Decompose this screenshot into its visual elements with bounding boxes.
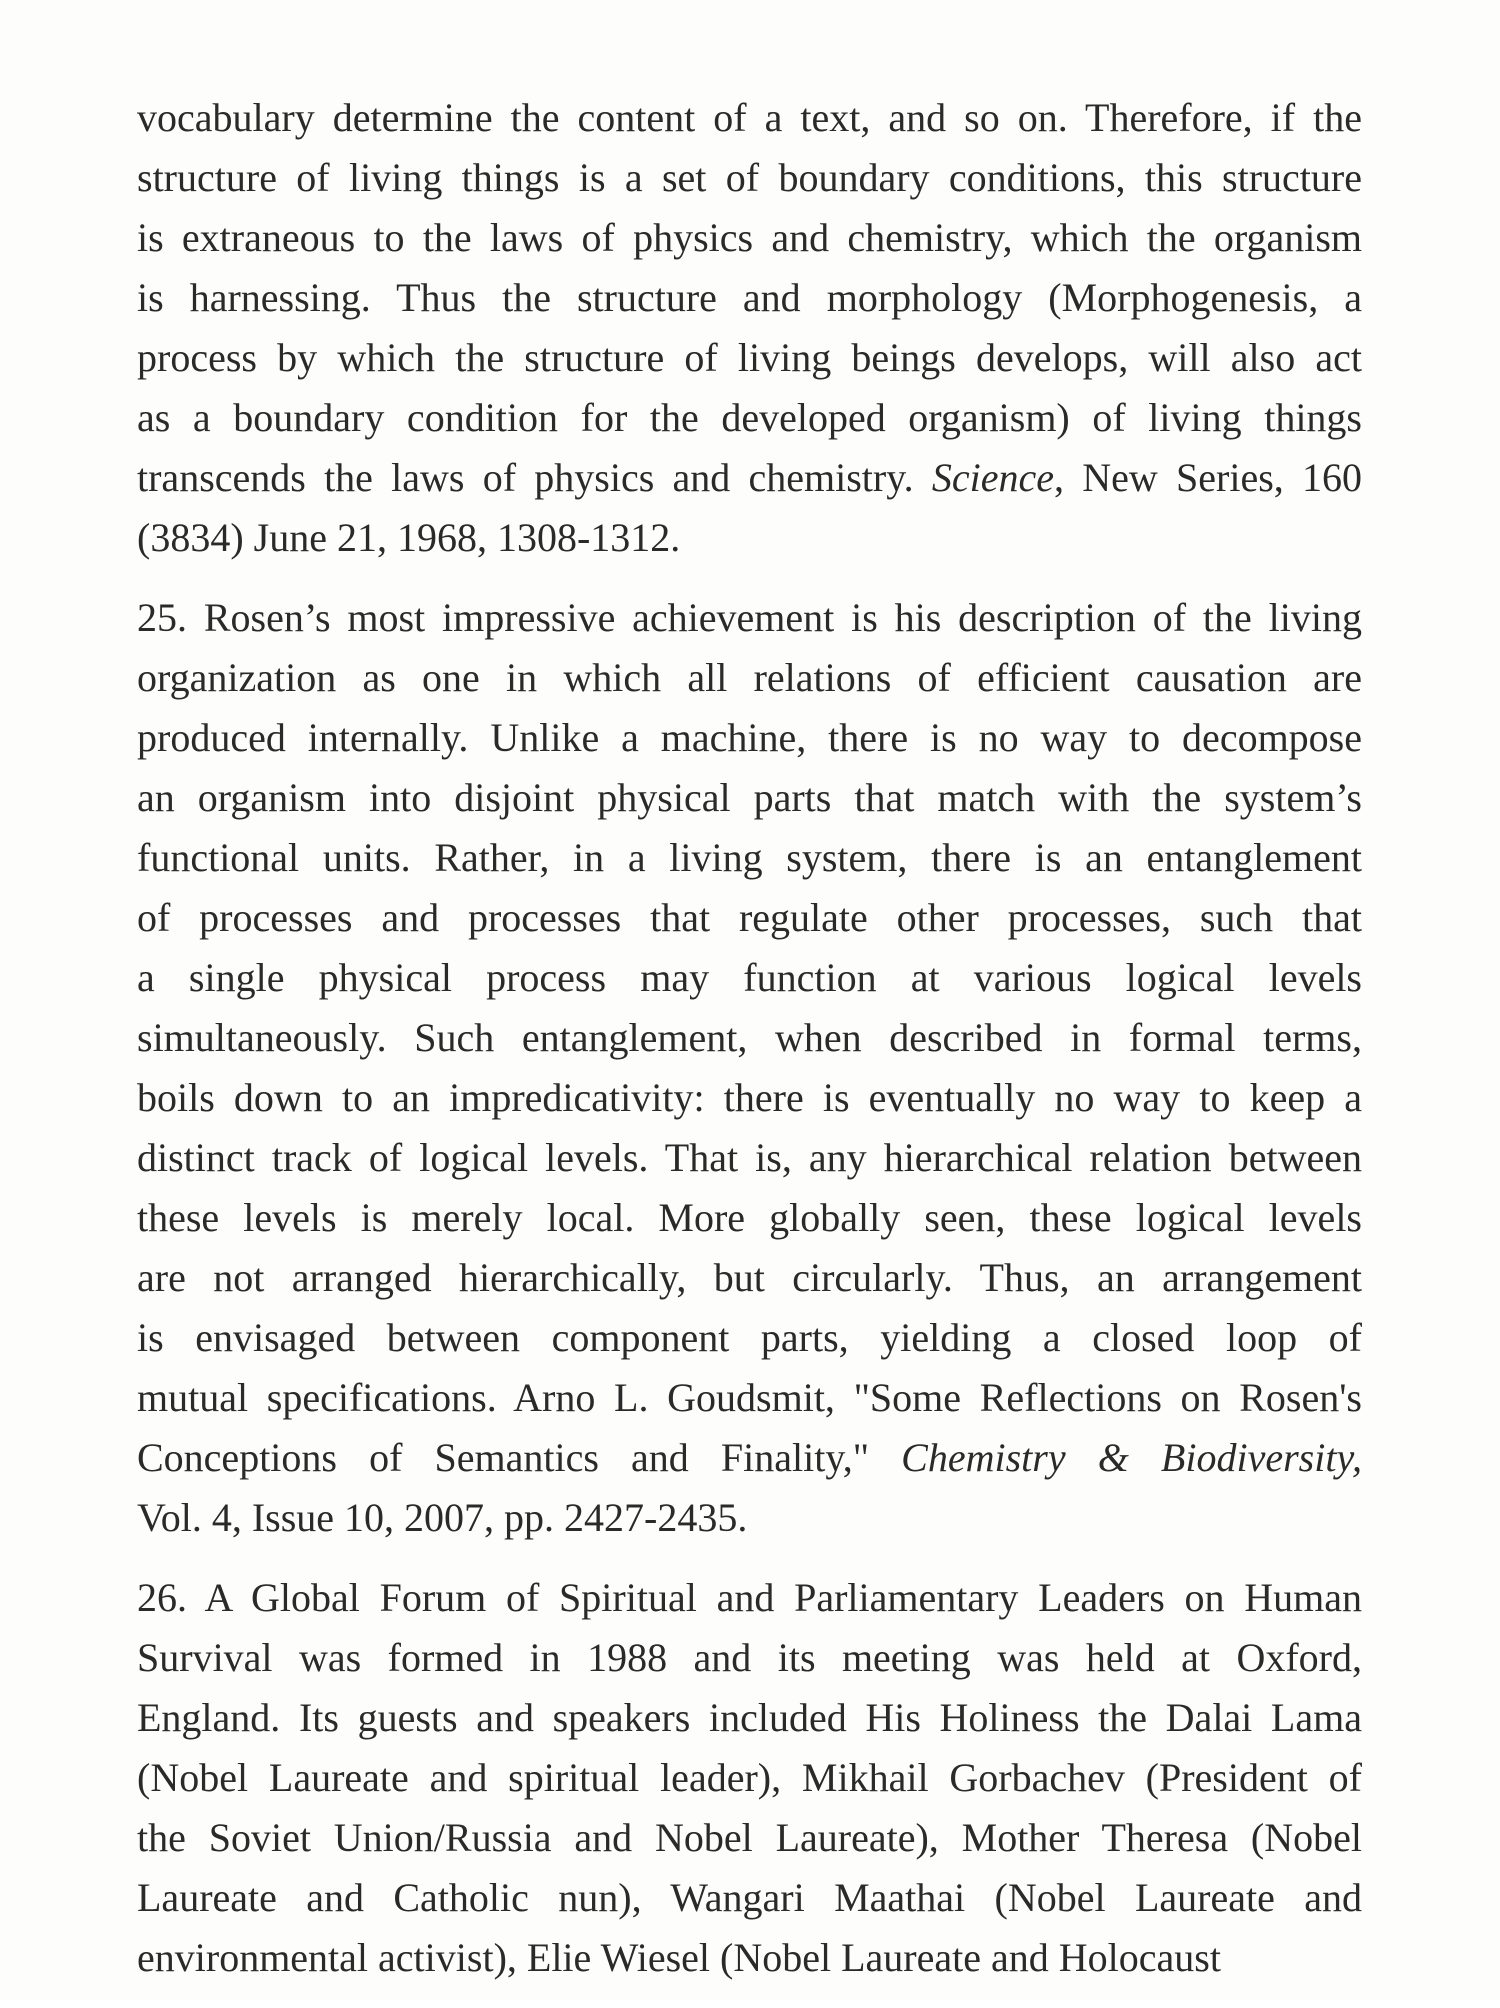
- text-line: [137, 1128, 1362, 1188]
- text-line: [137, 388, 1362, 448]
- paragraph-note-24-continued: [137, 88, 1362, 568]
- text-segment: organization as one in which all relations of efficient causation are: [137, 655, 1362, 700]
- text-line: [137, 1628, 1362, 1688]
- text-line: [137, 1568, 1362, 1628]
- text-segment: produced internally. Unlike a machine, there is no way to decompose: [137, 715, 1362, 760]
- text-line: [137, 1488, 1362, 1548]
- paragraph-note-25: [137, 588, 1362, 1548]
- text-line: [137, 828, 1362, 888]
- text-segment: transcends the laws of physics and chemistry.: [137, 455, 932, 500]
- text-segment: is envisaged between component parts, yielding a closed loop of: [137, 1315, 1362, 1360]
- paragraph-note-26: [137, 1568, 1362, 1988]
- text-line: [137, 268, 1362, 328]
- text-line: [137, 888, 1362, 948]
- text-segment: as a boundary condition for the developed organism) of living things: [137, 395, 1362, 440]
- text-line: [137, 948, 1362, 1008]
- text-segment: Survival was formed in 1988 and its meeting was held at Oxford,: [137, 1635, 1362, 1680]
- text-segment: these levels is merely local. More globally seen, these logical levels: [137, 1195, 1362, 1240]
- text-line: [137, 1748, 1362, 1808]
- text-segment: are not arranged hierarchically, but circularly. Thus, an arrangement: [137, 1255, 1362, 1300]
- text-line: [137, 1308, 1362, 1368]
- italic-title: Science: [931, 455, 1055, 500]
- text-segment: 26. A Global Forum of Spiritual and Parliamentary Leaders on Human: [137, 1575, 1362, 1620]
- text-line: [137, 148, 1362, 208]
- text-segment: Laureate and Catholic nun), Wangari Maathai (Nobel Laureate and: [137, 1875, 1362, 1920]
- text-segment: mutual specifications. Arno L. Goudsmit, "Some Reflections on Rosen's: [137, 1375, 1362, 1420]
- text-segment: structure of living things is a set of boundary conditions, this structure: [137, 155, 1362, 200]
- text-segment: vocabulary determine the content of a text, and so on. Therefore, if the: [137, 95, 1362, 140]
- text-segment: distinct track of logical levels. That is, any hierarchical relation between: [137, 1135, 1362, 1180]
- text-line: [137, 1688, 1362, 1748]
- text-line: [137, 208, 1362, 268]
- text-segment: boils down to an impredicativity: there is eventually no way to keep a: [137, 1075, 1362, 1120]
- text-segment: simultaneously. Such entanglement, when described in formal terms,: [137, 1015, 1362, 1060]
- text-segment: the Soviet Union/Russia and Nobel Laureate), Mother Theresa (Nobel: [137, 1815, 1362, 1860]
- text-line: [137, 88, 1362, 148]
- text-segment: Vol. 4, Issue 10, 2007, pp. 2427-2435.: [137, 1495, 748, 1540]
- italic-title: Chemistry & Biodiversity,: [901, 1435, 1362, 1480]
- text-segment: , New Series, 160: [1054, 455, 1362, 500]
- text-segment: functional units. Rather, in a living system, there is an entanglement: [137, 835, 1362, 880]
- text-line: [137, 708, 1362, 768]
- text-line: [137, 1368, 1362, 1428]
- text-line: [137, 1808, 1362, 1868]
- text-segment: environmental activist), Elie Wiesel (Nobel Laureate and Holocaust: [137, 1935, 1221, 1980]
- text-line: [137, 1868, 1362, 1928]
- text-line: [137, 328, 1362, 388]
- text-segment: (Nobel Laureate and spiritual leader), Mikhail Gorbachev (President of: [137, 1755, 1362, 1800]
- text-line: [137, 1188, 1362, 1248]
- text-segment: is harnessing. Thus the structure and morphology (Morphogenesis, a: [137, 275, 1362, 320]
- endnotes-text: [137, 88, 1362, 2008]
- text-segment: a single physical process may function at various logical levels: [137, 955, 1362, 1000]
- text-line: [137, 1008, 1362, 1068]
- text-line: [137, 1428, 1362, 1488]
- text-segment: an organism into disjoint physical parts that match with the system’s: [137, 775, 1362, 820]
- text-segment: 25. Rosen’s most impressive achievement is his description of the living: [137, 595, 1362, 640]
- text-segment: of processes and processes that regulate other processes, such that: [137, 895, 1362, 940]
- text-line: [137, 508, 1362, 568]
- text-line: [137, 768, 1362, 828]
- text-segment: (3834) June 21, 1968, 1308-1312.: [137, 515, 681, 560]
- text-segment: is extraneous to the laws of physics and chemistry, which the organism: [137, 215, 1362, 260]
- text-line: [137, 448, 1362, 508]
- text-line: [137, 1248, 1362, 1308]
- text-segment: England. Its guests and speakers included His Holiness the Dalai Lama: [137, 1695, 1362, 1740]
- text-line: [137, 648, 1362, 708]
- text-segment: process by which the structure of living beings develops, will also act: [137, 335, 1362, 380]
- text-line: [137, 1068, 1362, 1128]
- text-segment: Conceptions of Semantics and Finality,": [137, 1435, 902, 1480]
- text-line: [137, 588, 1362, 648]
- text-line: [137, 1928, 1362, 1988]
